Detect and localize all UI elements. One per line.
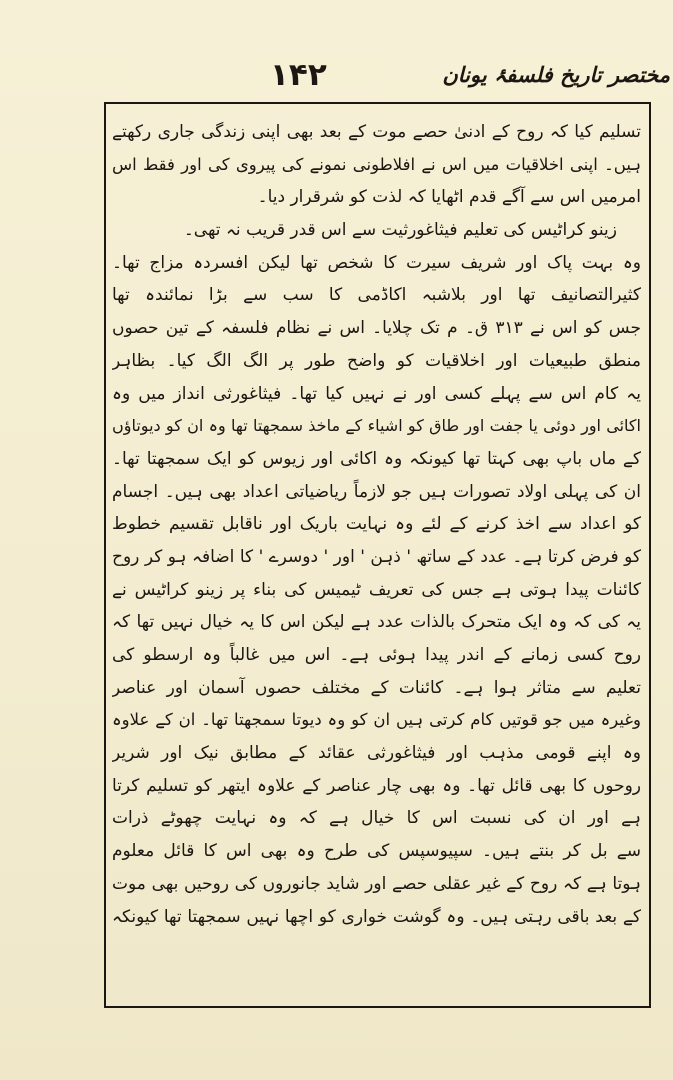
text-line: سے بل کر بنتے ہیں۔ سپیوسپس کی طرح وہ بھی اس کا قائل معلوم <box>112 841 641 862</box>
text-line: ہوتا ہے کہ روح کے غیر عقلی حصے اور شاید جانوروں کی روحیں بھی موت <box>112 873 641 894</box>
text-line: وغیرہ میں جو قوتیں کام کرتی ہیں ان کو وہ دیوتا سمجھتا تھا۔ ان کے علاوہ <box>112 710 641 730</box>
text-line: تعلیم سے متاثر ہوا ہے۔ کائنات کے مختلف حصوں آسمان اور عناصر <box>112 677 641 698</box>
text-line: منطق طبیعیات اور اخلاقیات کو واضح طور پر الگ الگ کیا۔ بظاہر <box>112 350 641 371</box>
text-line: کثیرالتصانیف تھا اور بلاشبہ اکاڈمی کا سب سے بڑا نمائندہ تھا <box>112 285 641 306</box>
running-title: مختصر تاریخ فلسفۂ یونان <box>442 63 670 87</box>
text-line: روحوں کا بھی قائل تھا۔ وہ بھی چار عناصر کے علاوہ ایتھر کو تسلیم کرتا <box>112 775 641 796</box>
text-line: ہیں۔ اپنی اخلاقیات میں اس نے افلاطونی نمونے کی پیروی کی اور فقط اس <box>112 154 641 174</box>
page-number: ۱۴۲ <box>270 57 327 93</box>
text-line: روح کسی زمانے کے اندر پیدا ہوئی ہے۔ اس میں غالباً وہ ارسطو کی <box>112 645 641 665</box>
text-line: کائنات پیدا ہوتی ہے جس کی تعریف ٹیمیس کی بناء پر زینو کراٹیس نے <box>112 579 641 600</box>
text-line: ہے اور ان کی نسبت اس کا خیال ہے کہ وہ نہایت چھوٹے ذرات <box>112 808 641 829</box>
text-line: ان کی پہلی اولاد تصورات ہیں جو لازماً ریاضیاتی اعداد بھی ہیں۔ اجسام <box>112 481 641 502</box>
text-line: کو اعداد سے اخذ کرنے کے لئے وہ نہایت باریک اور ناقابل تقسیم خطوط <box>112 514 641 535</box>
text-frame <box>104 102 651 1008</box>
page-header <box>110 55 670 105</box>
text-line: امرمیں اس سے آگے قدم اٹھایا کہ لذت کو شرقرار دیا۔ <box>257 187 641 208</box>
text-line: تسلیم کیا کہ روح کے ادنیٰ حصے موت کے بعد بھی اپنی زندگی جاری رکھتے <box>112 122 641 142</box>
body-text <box>112 116 641 933</box>
text-line: اکائی اور دوئی یا جفت اور طاق کو اشیاء کے ماخذ سمجھتا تھا وہ ان کو دیوتاؤں <box>112 416 641 436</box>
paragraph-start-line: زینو کراٹیس کی تعلیم فیثاغورثیت سے اس قدر قریب نہ تھی۔ <box>183 220 617 241</box>
text-line: کے بعد باقی رہتی ہیں۔ وہ گوشت خواری کو اچھا نہیں سمجھتا تھا کیونکہ <box>112 906 641 927</box>
text-line: کو فرض کرتا ہے۔ عدد کے ساتھ ' ذہن ' اور ' دوسرے ' کا اضافہ ہو کر روح <box>112 546 641 567</box>
text-line: کے ماں باپ بھی کہتا تھا کیونکہ وہ اکائی اور زیوس کو ایک سمجھتا تھا۔ <box>112 448 641 469</box>
text-line: وہ بہت پاک اور شریف سیرت کا شخص تھا لیکن افسردہ مزاج تھا۔ <box>112 252 641 273</box>
text-line: جس کو اس نے ۳۱۳ ق۔ م تک چلایا۔ اس نے نظام فلسفہ کے تین حصوں <box>112 318 641 339</box>
text-line: یہ کام اس سے پہلے کسی اور نے نہیں کیا تھا۔ فیثاغورثی انداز میں وہ <box>112 383 641 404</box>
text-line: یہ کی کہ وہ ایک متحرک بالذات عدد ہے لیکن اس کا یہ خیال نہیں تھا کہ <box>112 612 641 633</box>
text-line: وہ اپنے قومی مذہب اور فیثاغورثی عقائد کے مطابق نیک اور شریر <box>112 743 641 764</box>
